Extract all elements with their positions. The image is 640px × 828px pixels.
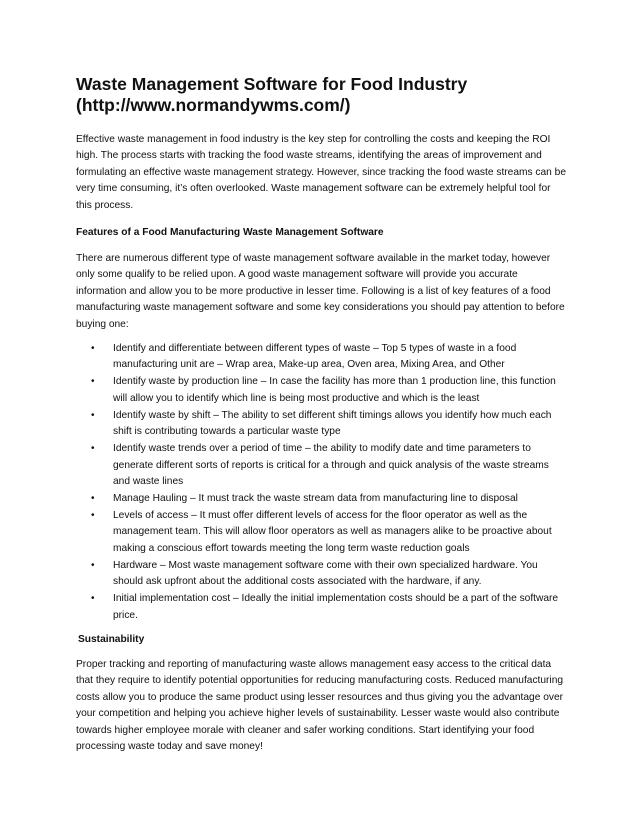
list-item-text: Manage Hauling – It must track the waste stream data from manufacturing line to disposal (113, 493, 518, 505)
sustainability-paragraph: Proper tracking and reporting of manufacturing waste allows management easy access to the critical data that they require to identify potential opportunities for reducing manufacturing costs. Reduced manufacturing costs allow you to produce the same product using lesser resources and thus giving you the advantage over your competition and helping you achieve higher levels of sustainability. Lesser waste would also contribute towards higher employee morale with cleaner and safer working conditions. Start identifying your food processing waste today and save money! (76, 659, 564, 753)
features-list (76, 341, 566, 625)
list-item-text: Identify waste by shift – The ability to set different shift timings allows you identify how much each shift is contributing towards a particular waste type (113, 409, 552, 438)
bullet-icon: • (91, 510, 95, 522)
list-item (76, 491, 566, 507)
list-item-text: Identify waste trends over a period of time – the ability to modify date and time parameters to generate different sorts of reports is critical for a through and quick analysis of the waste streams and waste lines (113, 443, 549, 488)
bullet-icon: • (91, 559, 95, 571)
sustainability-heading: Sustainability (78, 634, 145, 645)
bullet-icon: • (91, 443, 95, 455)
list-item-text: Initial implementation cost – Ideally the initial implementation costs should be a part of the software price. (113, 593, 559, 621)
bullet-icon: • (91, 376, 95, 388)
bullet-icon: • (91, 493, 95, 505)
list-item-text: Levels of access – It must offer different levels of access for the floor operator as well as the management team. This will allow floor operators as well as managers alike to be proactive about making a conscious effort towards meeting the long term waste reduction goals (113, 510, 552, 554)
bullet-icon: • (91, 343, 95, 354)
list-item-text: Identify and differentiate between different types of waste – Top 5 types of waste in a food manufacturing unit are – Wrap area, Make-up area, Oven area, Mixing Area, and Other (113, 343, 517, 371)
bullet-icon: • (91, 593, 95, 605)
list-item-text: Identify waste by production line – In case the facility has more than 1 production line, this function will allow you to identify which line is being most productive and which is the least (113, 376, 556, 404)
list-item (76, 374, 566, 407)
list-item (76, 441, 566, 490)
features-intro-paragraph: There are numerous different type of waste management software available in the market today, however only some qualify to be relied upon. A good waste management software will provide you accurate information and allow you to be more productive in lesser time. Following is a list of key features of a food manufacturing waste management software and some key considerations you should pay attention to before buying one: (76, 253, 565, 330)
list-item (76, 341, 566, 374)
bullet-icon: • (91, 409, 95, 421)
list-item-text: Hardware – Most waste management software come with their own specialized hardware. You should ask upfront about the additional costs associated with the hardware, if any. (113, 559, 538, 588)
list-item (76, 408, 566, 441)
page-title: Waste Management Software for Food Industry (http://www.normandywms.com/) (76, 74, 468, 115)
features-heading: Features of a Food Manufacturing Waste Management Software (76, 227, 384, 238)
list-item (76, 591, 566, 624)
intro-paragraph: Effective waste management in food industry is the key step for controlling the costs and keeping the ROI high. The process starts with tracking the food waste streams, identifying the areas of improvement and formulating an effective waste management strategy. However, since tracking the food waste streams can be very time consuming, it’s often overlooked. Waste management software can be extremely helpful tool for this process. (76, 134, 567, 211)
list-item (76, 558, 566, 591)
list-item (76, 508, 566, 557)
